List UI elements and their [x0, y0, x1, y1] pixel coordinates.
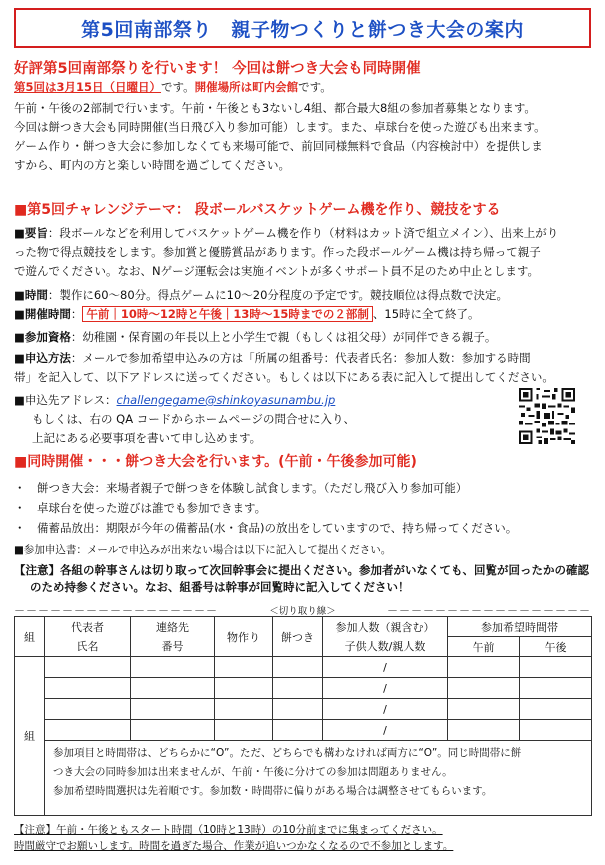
paper-apply-line: ■参加申込書：メールで申込みが出来ない場合は以下に記入して提出ください。: [14, 544, 392, 556]
qualification-line: [14, 330, 496, 345]
note-line-2: つき大会の同時参加は出来ませんが、午前・午後に分けての参加は問題ありません。: [53, 766, 453, 778]
pm-cell[interactable]: [520, 678, 592, 699]
table-note-row: [15, 741, 592, 816]
intro-line-3: ゲーム作り・餅つき大会に参加しなくても来場可能で、前回同様無料で食品（内容検討中）を提供しま: [14, 139, 543, 153]
am-cell[interactable]: [448, 699, 520, 720]
header-count-1: 参加人数（親含む）: [323, 617, 448, 637]
contact-cell[interactable]: [131, 720, 215, 741]
summary-line-3: で遊んでください。なお、Nゲージ運転会は実施イベントが多くサポート員不足のため中止とします。: [14, 264, 539, 278]
header-monozukuri: 物作り: [215, 617, 273, 657]
qualification-label: ■参加資格: [14, 330, 71, 344]
header-time: 参加希望時間帯: [448, 617, 592, 637]
event-venue: 開催場所は町内会館: [194, 80, 299, 94]
caution-line-2: のため持参ください。なお、組番号は幹事が回覧時に記入してください！: [30, 580, 410, 594]
bullet-stockpile: ・ 備蓄品放出：期限が今年の備蓄品(水・食品)の放出をしていますので、持ち帰ってください。: [14, 521, 518, 535]
address-line-3: 上記にある必要事項を書いて申し込めます。: [32, 431, 262, 445]
apply-label: ■申込方法: [14, 351, 71, 365]
headline: 好評第5回南部祭りを行います！ 今回は餅つき大会も同時開催: [14, 61, 421, 77]
contact-cell[interactable]: [131, 678, 215, 699]
mochi-cell[interactable]: [273, 678, 323, 699]
note-line-3: 参加希望時間選択は先着順です。参加数・時間帯に偏りがある場合は調整させてもらいます。: [53, 785, 493, 797]
intro-line-2: 今回は餅つき大会も同時開催(当日飛び入り参加可能）します。また、卓球台を使った遊びも出来ます。: [14, 120, 546, 134]
contact-cell[interactable]: [131, 699, 215, 720]
table-row: [15, 657, 592, 678]
count-cell[interactable]: /: [323, 657, 448, 678]
mochi-cell[interactable]: [273, 699, 323, 720]
email-link[interactable]: challengegame@shinkoyasunambu.jp: [116, 393, 336, 407]
bullet-pingpong: ・ 卓球台を使った遊びは誰でも参加できます。: [14, 501, 267, 515]
event-date: 第5回は3月15日（日曜日）: [14, 80, 162, 94]
rep-cell[interactable]: [45, 657, 131, 678]
table-header-row-1: [15, 617, 592, 637]
header-rep-1: 代表者: [45, 617, 131, 637]
table-row: [15, 720, 592, 741]
header-pm: 午後: [520, 637, 592, 657]
header-contact-2: 番号: [131, 637, 215, 657]
mochi-cell[interactable]: [273, 720, 323, 741]
rep-cell[interactable]: [45, 699, 131, 720]
rep-cell[interactable]: [45, 678, 131, 699]
date-line: [14, 80, 332, 95]
schedule-label: ■開催時間: [14, 307, 71, 321]
monozukuri-cell[interactable]: [215, 678, 273, 699]
pm-cell[interactable]: [520, 699, 592, 720]
cut-dashes-right: －－－－－－－－－－－－－－－－－: [386, 604, 591, 617]
row-kumi-label: 組: [15, 657, 45, 816]
application-form-table: [14, 616, 592, 816]
table-row: [15, 678, 592, 699]
footer-line-2: 時間厳守でお願いします。時間を過ぎた場合、作業が追いつかなくなるので不参加とします。: [14, 840, 454, 852]
date-desu: です。: [161, 80, 195, 94]
summary-line-1: [14, 226, 558, 241]
header-am: 午前: [448, 637, 520, 657]
monozukuri-cell[interactable]: [215, 657, 273, 678]
cut-label: ＜切り取り線＞: [269, 606, 336, 617]
address-line-2: もしくは、右の QA コードからホームページの問合せに入り、: [32, 412, 355, 426]
summary-line-2: った物で得点競技をします。参加賞と優勝賞品があります。作った段ボールゲーム機は持ち帰って親子: [14, 245, 541, 259]
monozukuri-cell[interactable]: [215, 699, 273, 720]
count-cell[interactable]: /: [323, 678, 448, 699]
header-contact-1: 連絡先: [131, 617, 215, 637]
header-rep-2: 氏名: [45, 637, 131, 657]
table-row: [15, 699, 592, 720]
summary-label: ■要旨: [14, 226, 48, 240]
apply-line-2: 帯」を記入して、以下アドレスに送ってください。もしくは以下にある表に記入して提出してください。: [14, 370, 554, 384]
schedule-sep: ：: [70, 307, 83, 321]
rep-cell[interactable]: [45, 720, 131, 741]
summary-text-1: ：段ボールなどを利用してバスケットゲーム機を作り（材料はカット済で組立メイン）、出来上がり: [47, 226, 559, 240]
footer-notice: [14, 822, 591, 854]
table-notes: [45, 741, 592, 816]
mochi-heading: ■同時開催・・・餅つき大会を行います。(午前・午後参加可能): [14, 454, 417, 470]
qr-code-icon[interactable]: [519, 388, 575, 444]
pm-cell[interactable]: [520, 657, 592, 678]
count-cell[interactable]: /: [323, 699, 448, 720]
time-line: [14, 288, 508, 303]
schedule-highlight: 午前｜10時～12時と午後｜13時～15時までの２部制: [82, 306, 373, 322]
title-banner: [14, 8, 591, 48]
header-kumi: 組: [15, 617, 45, 657]
theme-heading: ■第5回チャレンジテーマ： 段ボールバスケットゲーム機を作り、競技をする: [14, 202, 501, 218]
schedule-line: [14, 307, 480, 322]
am-cell[interactable]: [448, 678, 520, 699]
apply-line-1: [14, 351, 531, 366]
header-mochi: 餅つき: [273, 617, 323, 657]
am-cell[interactable]: [448, 720, 520, 741]
address-label: ■申込先アドレス：: [14, 393, 117, 407]
am-cell[interactable]: [448, 657, 520, 678]
mochi-cell[interactable]: [273, 657, 323, 678]
apply-text-1: ：メールで参加希望申込みの方は「所属の組番号：代表者氏名：参加人数：参加する時間: [70, 351, 531, 365]
intro-line-4: すから、町内の方と楽しい時間を過ごしてください。: [14, 158, 290, 172]
bullet-mochi: ・ 餅つき大会：来場者親子で餅つきを体験し試食します。（ただし飛び入り参加可能）: [14, 481, 468, 495]
page-title: 第5回南部祭り 親子物つくりと餅つき大会の案内: [81, 18, 524, 41]
count-cell[interactable]: /: [323, 720, 448, 741]
header-count-2: 子供人数/親人数: [323, 637, 448, 657]
schedule-end: 、15時に全て終了。: [372, 307, 480, 321]
contact-cell[interactable]: [131, 657, 215, 678]
venue-desu: です。: [298, 80, 332, 94]
caution-line-1: 【注意】各組の幹事さんは切り取って次回幹事会に提出ください。参加者がいなくても、回覧が回ったかの確認: [14, 563, 589, 577]
qualification-text: ：幼稚園・保育園の年長以上と小学生で親（もしくは祖父母）が同伴できる親子。: [70, 330, 497, 344]
pm-cell[interactable]: [520, 720, 592, 741]
time-text: ：製作に60～80分。得点ゲームに10～20分程度の予定です。競技順位は得点数で決定。: [47, 288, 508, 302]
footer-line-1: 【注意】午前・午後ともスタート時間（10時と13時）の10分前までに集まってください。: [14, 824, 443, 836]
time-label: ■時間: [14, 288, 48, 302]
cut-dashes-left: －－－－－－－－－－－－－－－－－: [14, 604, 218, 617]
monozukuri-cell[interactable]: [215, 720, 273, 741]
intro-line-1: 午前・午後の2部制で行います。午前・午後とも3ないし4組、都合最大8組の参加者募集となります。: [14, 101, 536, 115]
address-line: [14, 393, 335, 408]
note-line-1: 参加項目と時間帯は、どちらかに“O”。ただ、どちらでも構わなければ両方に“O”。同じ時間帯に餅: [53, 747, 522, 759]
